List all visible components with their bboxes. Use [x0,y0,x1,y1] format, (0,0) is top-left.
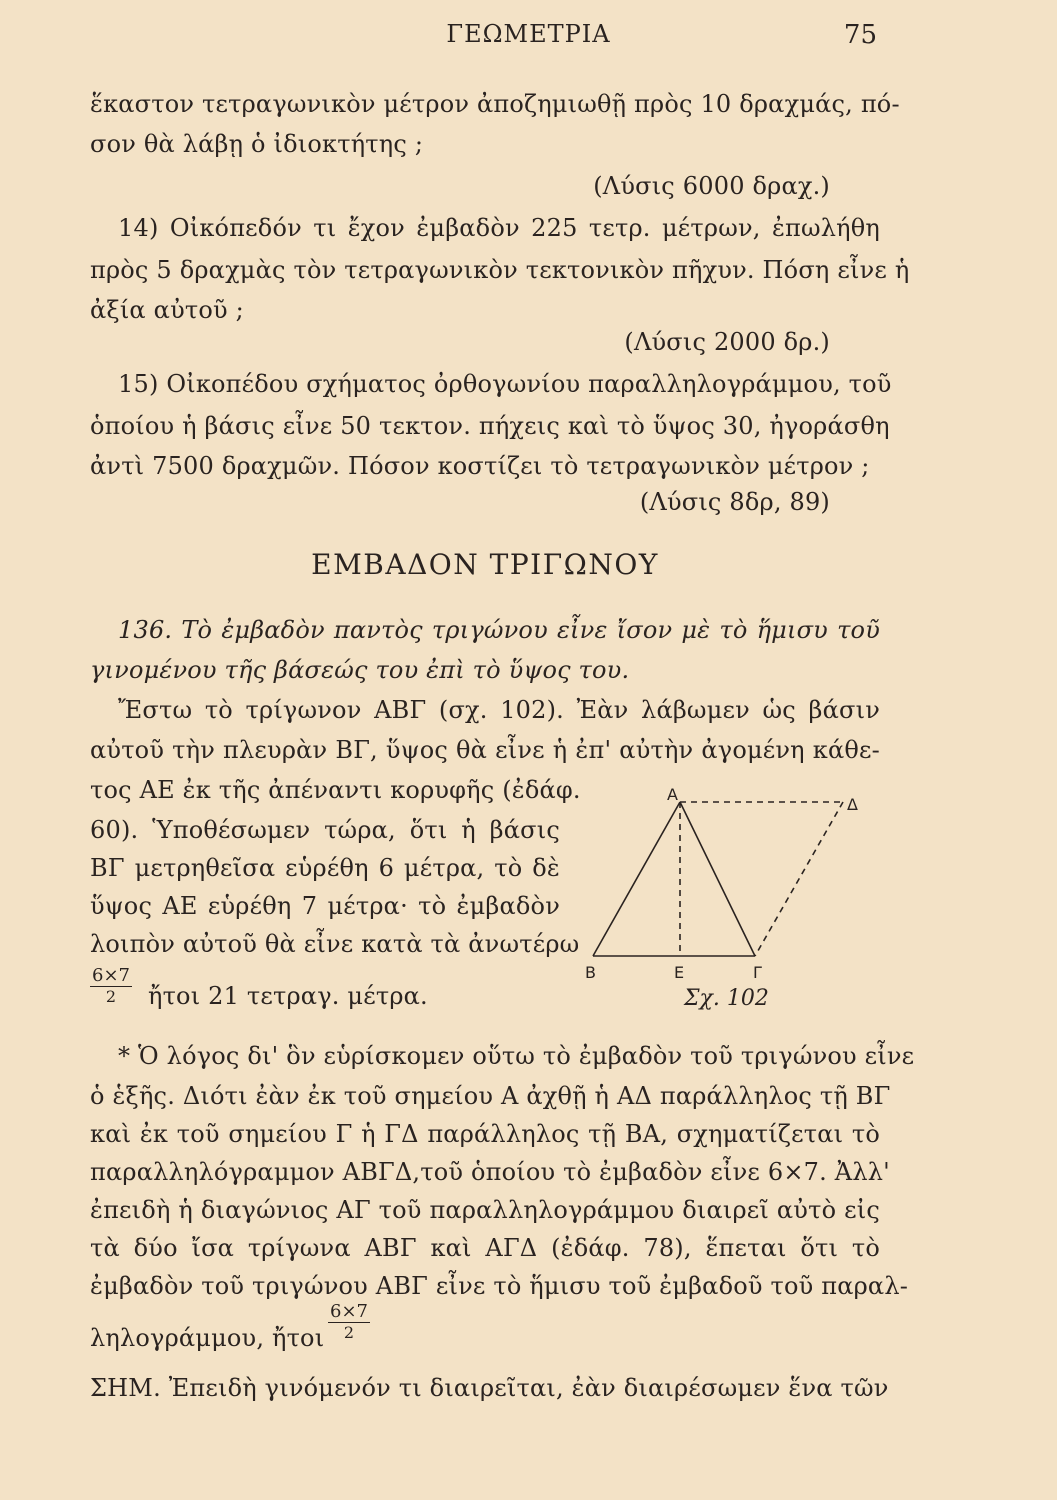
text-line: 14) Οἰκόπεδόν τι ἔχον ἐμβαδὸν 225 τετρ. μέτρων, ἐπωλήθη [118,214,880,242]
note-line: παραλληλόγραμμον ΑΒΓΔ,τοῦ ὁποίου τὸ ἐμβαδὸν εἶνε 6×7. Ἀλλ' [90,1158,890,1186]
text-line: ΒΓ μετρηθεῖσα εὑρέθη 6 μέτρα, τὸ δὲ [90,854,560,882]
note-line: ἐμβαδὸν τοῦ τριγώνου ΑΒΓ εἶνε τὸ ἥμισυ τοῦ ἐμβαδοῦ τοῦ παραλ- [90,1272,909,1300]
fraction-numerator: 6×7 [92,965,130,986]
label-d: Δ [847,795,858,814]
triangle-figure [575,780,875,990]
label-a: Α [667,785,678,804]
fraction-denominator: 2 [105,987,117,1006]
parallel-gd [755,802,843,956]
theorem-line: 136. Τὸ ἐμβαδὸν παντὸς τριγώνου εἶνε ἴσον μὲ τὸ ἥμισυ τοῦ [118,616,880,644]
text-line: σον θὰ λάβῃ ὁ ἰδιοκτήτης ; [90,130,424,158]
text-line: ὕψος ΑΕ εὑρέθη 7 μέτρα· τὸ ἐμβαδὸν [90,892,560,920]
side-ab [593,802,680,956]
fraction-6x7-over-2-note [328,1302,370,1343]
answer-line: (Λύσις 6000 δραχ.) [593,172,830,200]
fraction-6x7-over-2 [90,966,132,1007]
text-line: ἕκαστον τετραγωνικὸν μέτρον ἀποζημιωθῇ πρὸς 10 δραχμάς, πό- [90,90,900,118]
answer-line: (Λύσις 2000 δρ.) [624,328,830,356]
text-line: 15) Οἰκοπέδου σχήματος ὀρθογωνίου παραλληλογράμμου, τοῦ [118,370,892,398]
text-line: πρὸς 5 δραχμὰς τὸν τετραγωνικὸν τεκτονικὸν πῆχυν. Πόση εἶνε ἡ [90,256,910,284]
remark-line: ΣΗΜ. Ἐπειδὴ γινόμενόν τι διαιρεῖται, ἐὰν διαιρέσωμεν ἕνα τῶν [90,1374,889,1402]
section-title: ΕΜΒΑΔΟΝ ΤΡΙΓΩΝΟΥ [311,548,659,581]
fraction-numerator: 6×7 [330,1301,368,1322]
text-line: αὐτοῦ τὴν πλευρὰν ΒΓ, ὕψος θὰ εἶνε ἡ ἐπ' αὐτὴν ἀγομένη κάθε- [90,736,880,764]
note-line: καὶ ἐκ τοῦ σημείου Γ ἡ ΓΔ παράλληλος τῇ ΒΑ, σχηματίζεται τὸ [90,1120,880,1148]
note-line: τὰ δύο ἴσα τρίγωνα ΑΒΓ καὶ ΑΓΔ (ἐδάφ. 78), ἕπεται ὅτι τὸ [90,1234,880,1262]
label-b: Β [585,963,596,982]
fraction-denominator: 2 [343,1323,355,1342]
text-line: Ἔστω τὸ τρίγωνον ΑΒΓ (σχ. 102). Ἐὰν λάβωμεν ὡς βάσιν [118,696,880,724]
label-g: Γ [753,963,762,982]
side-ag [680,802,755,956]
figure-caption: Σχ. 102 [684,986,769,1011]
note-line: ἐπειδὴ ἡ διαγώνιος ΑΓ τοῦ παραλληλογράμμου διαιρεῖ αὐτὸ εἰς [90,1196,880,1224]
theorem-line: γινομένου τῆς βάσεώς του ἐπὶ τὸ ὕψος του. [90,656,630,684]
text-line: ὁποίου ἡ βάσις εἶνε 50 τεκτον. πήχεις καὶ τὸ ὕψος 30, ἠγοράσθη [90,412,890,440]
note-line: * Ὁ λόγος δι' ὃν εὑρίσκομεν οὕτω τὸ ἐμβαδὸν τοῦ τριγώνου εἶνε [118,1042,915,1070]
answer-line: (Λύσις 8δρ, 89) [639,488,830,516]
text-line: 60). Ὑποθέσωμεν τώρα, ὅτι ἡ βάσις [90,816,560,844]
page-header-title: ΓΕΩΜΕΤΡΙΑ [446,20,611,48]
text-line: τος ΑΕ ἐκ τῆς ἀπέναντι κορυφῆς (ἐδάφ. [90,776,581,804]
text-line: λοιπὸν αὐτοῦ θὰ εἶνε κατὰ τὰ ἀνωτέρω [90,930,580,958]
note-line: ὁ ἑξῆς. Διότι ἐὰν ἐκ τοῦ σημείου Α ἀχθῇ ἡ ΑΔ παράλληλος τῇ ΒΓ [90,1082,891,1110]
label-e: Ε [674,963,685,982]
text-line: ἀντὶ 7500 δραχμῶν. Πόσον κοστίζει τὸ τετραγωνικὸν μέτρον ; [90,452,870,480]
note-line: ληλογράμμου, ἤτοι [90,1324,325,1352]
page-number: 75 [843,20,877,50]
text-line: ἤτοι 21 τετραγ. μέτρα. [148,982,428,1010]
text-line: ἀξία αὐτοῦ ; [90,296,244,324]
